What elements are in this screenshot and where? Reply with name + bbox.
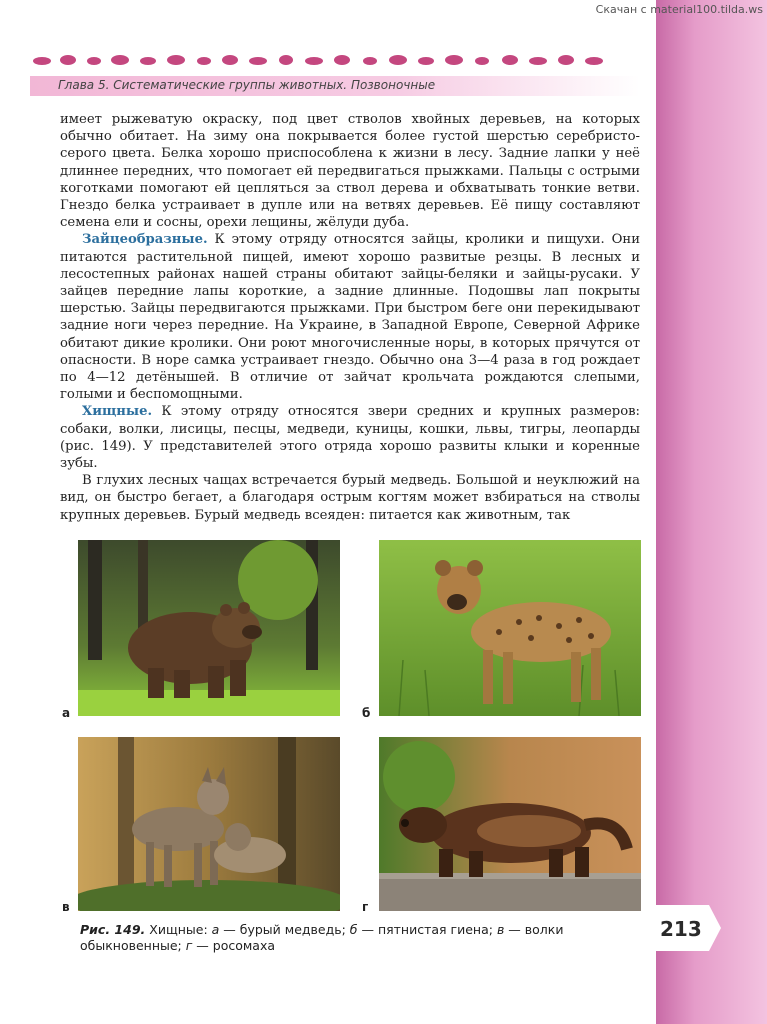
- photo-wolves: [78, 737, 340, 911]
- caption-key-v: в: [496, 922, 505, 937]
- animal-silhouette-strip: [30, 48, 610, 72]
- term-carnivores: Хищные.: [82, 404, 153, 420]
- photo-label-g: г: [362, 900, 369, 914]
- caption-text-b: — пятнистая гиена;: [357, 922, 497, 937]
- chapter-title: Глава 5. Систематические группы животных. Позвоночные: [58, 78, 436, 92]
- caption-text-v: — волки обыкновенные;: [80, 922, 564, 953]
- caption-key-a: а: [211, 922, 220, 937]
- page-number: 213: [660, 917, 702, 941]
- paragraph-lagomorphs: [60, 231, 640, 403]
- chapter-header: [30, 76, 640, 96]
- photo-label-b: б: [362, 706, 371, 720]
- watermark: Скачан с material100.tilda.ws: [595, 3, 763, 16]
- photo-spotted-hyena: [379, 540, 641, 716]
- caption-key-b: б: [349, 922, 358, 937]
- photo-brown-bear: [78, 540, 340, 716]
- paragraph-brown-bear: В глухих лесных чащах встречается бурый медведь. Большой и неуклюжий на вид, он быстро бегает, а благодаря острым когтям может взбираться на стволы крупных деревьев. Бурый медведь всеяден: питается как животным, так: [60, 473, 640, 523]
- figure-ref: Рис. 149.: [80, 922, 146, 937]
- caption-text-g: — росомаха: [192, 938, 276, 953]
- photo-label-a: а: [62, 706, 71, 720]
- page-side-band: [656, 0, 767, 1024]
- caption-text-a: — бурый медведь;: [219, 922, 350, 937]
- photo-label-v: в: [62, 900, 70, 914]
- paragraph-squirrel: имеет рыжеватую окраску, под цвет стволов хвойных деревьев, на которых обычно обитает. На зиму она покрывается более густой шерстью серебристо-серого цвета. Белка хорошо приспособлена к жизни в лесу. Задние лапки у неё длиннее передних, что помогает ей передвигаться прыжками. Пальцы с острыми коготками помогают ей цепляться за ствол дерева и обхватывать тонкие ветви. Гнездо белка устраивает в дупле или на ветвях деревьев. Её пищу составляют семена ели и сосны, орехи лещины, жёлуди дуба.: [60, 112, 640, 231]
- photo-wolverine: [379, 737, 641, 911]
- term-lagomorphs: Зайцеобразные.: [82, 232, 208, 248]
- paragraph-carnivores-text: К этому отряду относятся звери средних и крупных размеров: собаки, волки, лисицы, песцы, медведи, куницы, кошки, львы, тигры, леопарды (рис. 149). У представителей этого отряда хорошо развиты клыки и коренные зубы.: [60, 404, 640, 472]
- body-text: [60, 111, 640, 524]
- caption-lead: Хищные:: [145, 922, 212, 937]
- paragraph-carnivores: [60, 403, 640, 472]
- paragraph-lagomorphs-text: К этому отряду относятся зайцы, кролики и пищухи. Они питаются растительной пищей, имеют хорошо развитые резцы. В лесных и лесостепных районах нашей страны обитают зайцы-беляки и зайцы-русаки. У зайцев передние лапы короткие, а задние длинные. Подошвы лап покрыты шерстью. Зайцы передвигаются прыжками. При быстром беге они перекидывают задние ноги через передние. На Украине, в Западной Европе, Северной Африке обитают дикие кролики. Они роют многочисленные норы, в которых прячутся от опасности. В норе самка устраивает гнездо. Обычно она 3—4 раза в год рождает по 4—12 детёнышей. В отличие от зайчат крольчата рождаются слепыми, голыми и беспомощными.: [60, 232, 640, 403]
- caption-key-g: г: [185, 938, 193, 953]
- figure-caption: [80, 922, 600, 954]
